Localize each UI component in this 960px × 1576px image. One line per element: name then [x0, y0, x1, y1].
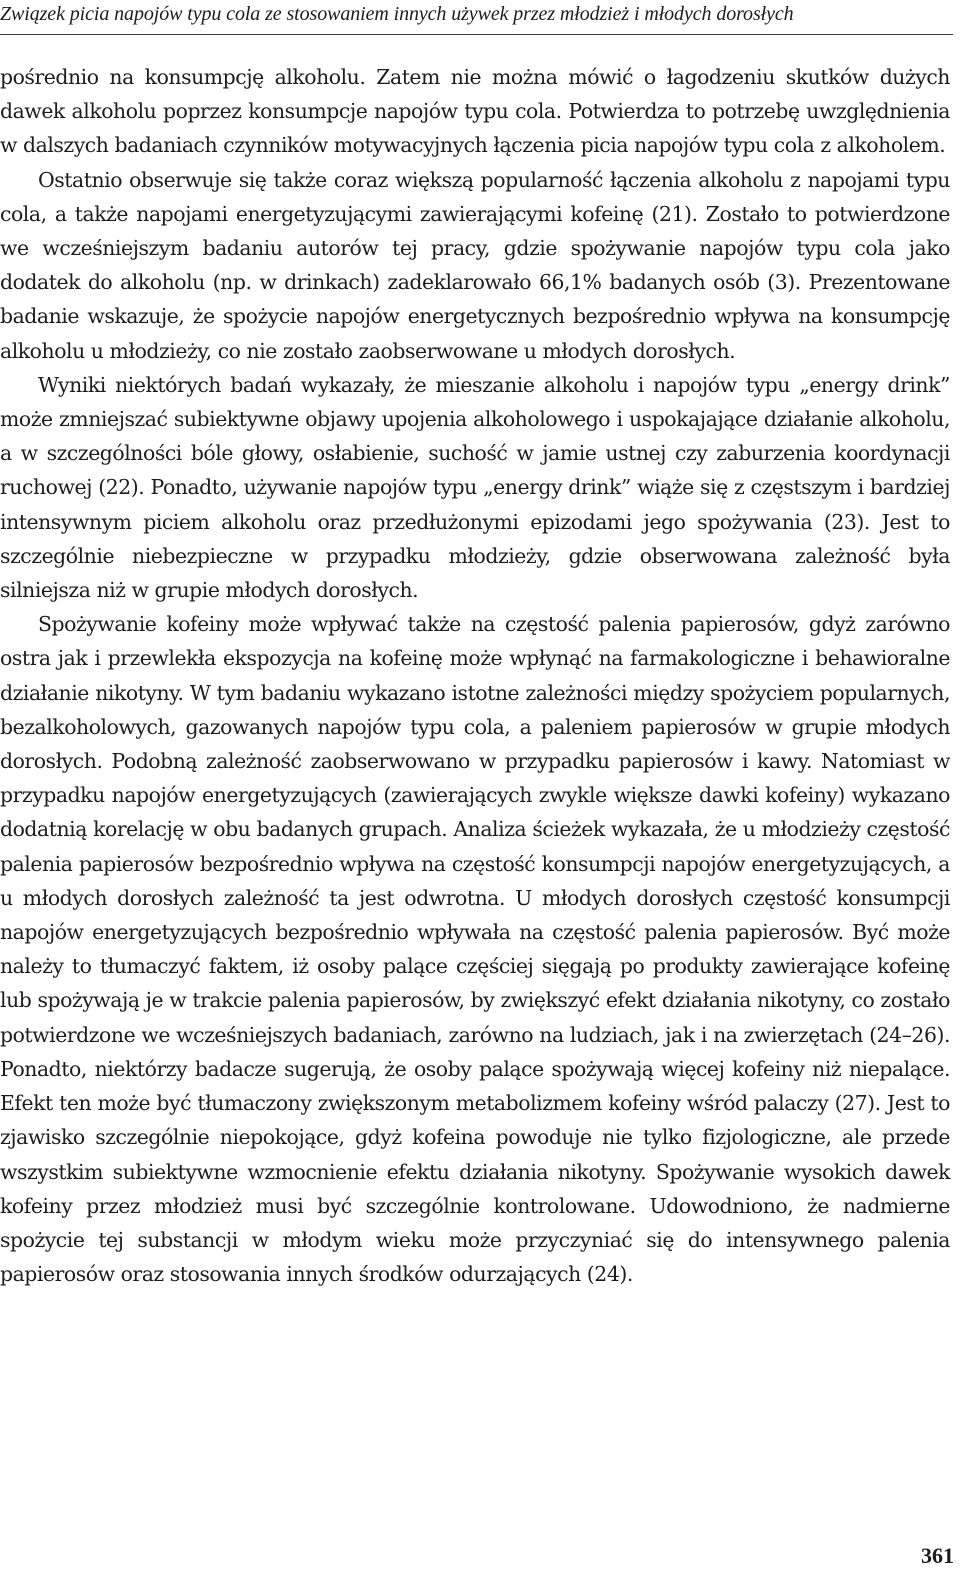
- paragraph-cola-energy-drinks: Ostatnio obserwuje się także coraz większą popularność łączenia alkoholu z napojami typu cola, a także napojami energetyzującymi zawierającymi kofeinę (21). Zostało to potwierdzone we wcześniejszym badaniu autorów tej pracy, gdzie spożywanie napojów typu cola jako dodatek do alkoholu (np. w drinkach) zadeklarowało 66,1% badanych osób (3). Prezentowane badanie wskazuje, że spożycie napojów energetycznych bezpośrednio wpływa na konsumpcję alkoholu u młodzieży, co nie zostało zaobserwowane u młodych dorosłych.: [0, 167, 950, 363]
- paragraph-continuation: pośrednio na konsumpcję alkoholu. Zatem nie można mówić o łagodzeniu skutków dużych dawek alkoholu poprzez konsumpcje napojów typu cola. Potwierdza to potrzebę uwzględnienia w dalszych badaniach czynników motywacyjnych łączenia picia napojów typu cola z alkoholem.: [0, 65, 950, 158]
- paragraph-energy-drink-effects: Wyniki niektórych badań wykazały, że mieszanie alkoholu i napojów typu „energy drink” może zmniejszać subiektywne objawy upojenia alkoholowego i uspokajające działanie alkoholu, a w szczególności bóle głowy, osłabienie, suchość w jamie ustnej czy zaburzenia koordynacji ruchowej (22). Ponadto, używanie napojów typu „energy drink” wiąże się z częstszym i bardziej intensywnym piciem alkoholu oraz przedłużonymi epizodami jego spożywania (23). Jest to szczególnie niebezpieczne w przypadku młodzieży, gdzie obserwowana zależność była silniejsza niż w grupie młodych dorosłych.: [0, 372, 950, 603]
- running-header: Związek picia napojów typu cola ze stosowaniem innych używek przez młodzież i młodych dorosłych: [0, 3, 794, 25]
- paragraph-caffeine-smoking: Spożywanie kofeiny może wpływać także na częstość palenia papierosów, gdyż zarówno ostra jak i przewlekła ekspozycja na kofeinę może wpłynąć na farmakologiczne i behawioralne działanie nikotyny. W tym badaniu wykazano istotne zależności między spożyciem popularnych, bezalkoholowych, gazowanych napojów typu cola, a paleniem papierosów w grupie młodych dorosłych. Podobną zależność zaobserwowano w przypadku papierosów i kawy. Natomiast w przypadku napojów energetyzujących (zawierających zwykle większe dawki kofeiny) wykazano dodatnią korelację w obu badanych grupach. Analiza ścieżek wykazała, że u młodzieży częstość palenia papierosów bezpośrednio wpływa na częstość konsumpcji napojów energetyzujących, a u młodych dorosłych zależność ta jest odwrotna. U młodych dorosłych częstość konsumpcji napojów energetyzujących bezpośrednio wpływała na częstość palenia papierosów. Być może należy to tłumaczyć faktem, iż osoby palące częściej sięgają po produkty zawierające kofeinę lub spożywają je w trakcie palenia papierosów, by zwiększyć efekt działania nikotyny, co zostało potwierdzone we wcześniejszych badaniach, zarówno na ludziach, jak i na zwierzętach (24–26). Ponadto, niektórzy badacze sugerują, że osoby palące spożywają więcej kofeiny niż niepalące. Efekt ten może być tłumaczony zwiększonym metabolizmem kofeiny wśród palaczy (27). Jest to zjawisko szczególnie niepokojące, gdyż kofeina powoduje nie tylko fizjologiczne, ale przede wszystkim subiektywne wzmocnienie efektu działania nikotyny. Spożywanie wysokich dawek kofeiny przez młodzież musi być szczególnie kontrolowane. Udowodniono, że nadmierne spożycie tej substancji w młodym wieku może przyczyniać się do intensywnego palenia papierosów oraz stosowania innych środków odurzających (24).: [0, 612, 950, 1287]
- article-body: [0, 60, 950, 1291]
- page-number: 361: [921, 1543, 954, 1568]
- header-divider: [0, 34, 953, 35]
